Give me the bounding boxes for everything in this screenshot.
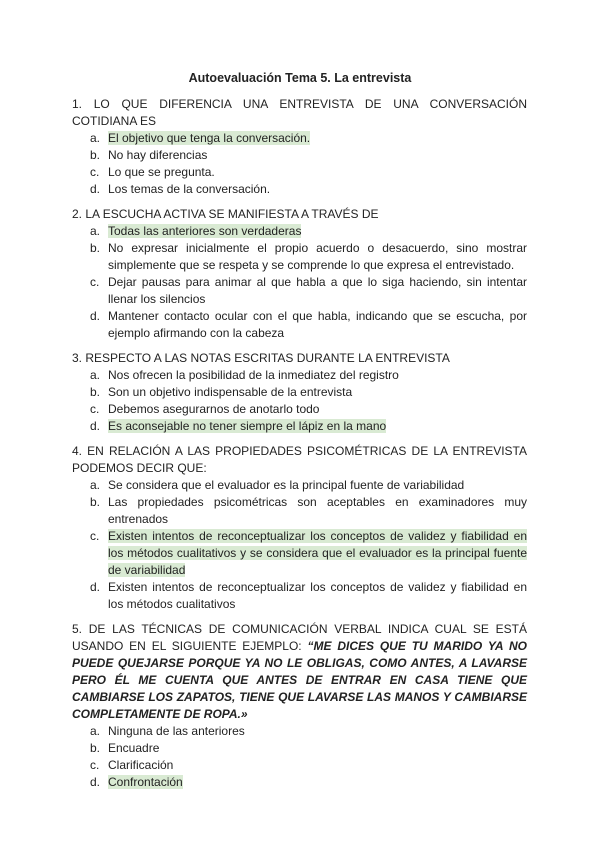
option-text: Clarificación	[108, 758, 174, 772]
question-text	[72, 443, 527, 477]
option-text: Nos ofrecen la posibilidad de la inmediatez del registro	[108, 368, 399, 382]
option-letter: b.	[90, 741, 101, 755]
question-list	[72, 96, 527, 799]
option-text: Los temas de la conversación.	[108, 182, 271, 196]
example-quote: “ME DICES QUE TU MARIDO YA NO PUEDE QUEJARSE PORQUE YA NO LE OBLIGAS, COMO ANTES, A LAVARSE PERO ÉL ME CUENTA QUE ANTES DE ENTRAR EN CASA TIENE QUE CAMBIARSE LOS ZAPATOS, TIENE QUE LAVARSE LAS MANOS Y CAMBIARSE COMPLETAMENTE DE ROPA.»	[72, 639, 527, 721]
question-text	[72, 206, 527, 223]
question-5	[72, 621, 527, 791]
option-letter: d.	[90, 182, 101, 196]
option-letter: a.	[90, 724, 101, 738]
option-letter: c.	[90, 529, 100, 543]
question-text	[72, 96, 527, 130]
option-b	[72, 740, 527, 757]
question-stem: 4. EN RELACIÓN A LAS PROPIEDADES PSICOMÉTRICAS DE LA ENTREVISTA PODEMOS DECIR QUE:	[72, 444, 527, 475]
correct-answer-highlight: Todas las anteriores son verdaderas	[108, 224, 302, 238]
option-b	[72, 147, 527, 164]
option-list	[72, 723, 527, 791]
option-letter: a.	[90, 478, 101, 492]
question-4	[72, 443, 527, 613]
option-letter: a.	[90, 131, 101, 145]
option-letter: c.	[90, 165, 100, 179]
option-a	[72, 130, 527, 147]
question-2	[72, 206, 527, 342]
option-letter: b.	[90, 241, 101, 255]
option-b	[72, 384, 527, 401]
option-a	[72, 723, 527, 740]
option-letter: d.	[90, 309, 101, 323]
correct-answer-highlight: Es aconsejable no tener siempre el lápiz en la mano	[108, 419, 387, 433]
option-list	[72, 477, 527, 613]
option-text: Encuadre	[108, 741, 160, 755]
option-letter: a.	[90, 368, 101, 382]
option-b	[72, 494, 527, 528]
question-text	[72, 621, 527, 723]
option-text: Las propiedades psicométricas son aceptables en examinadores muy entrenados	[108, 495, 527, 526]
option-letter: d.	[90, 419, 101, 433]
page-title: Autoevaluación Tema 5. La entrevista	[188, 71, 412, 85]
option-list	[72, 223, 527, 342]
option-text: Dejar pausas para animar al que habla a que lo siga haciendo, sin intentar llenar los silencios	[108, 275, 527, 306]
option-a	[72, 223, 527, 240]
option-text: Se considera que el evaluador es la principal fuente de variabilidad	[108, 478, 465, 492]
option-c	[72, 164, 527, 181]
correct-answer-highlight: El objetivo que tenga la conversación.	[108, 131, 311, 145]
option-text: Mantener contacto ocular con el que habla, indicando que se escucha, por ejemplo afirmando con la cabeza	[108, 309, 527, 340]
option-letter: c.	[90, 275, 100, 289]
option-text: No expresar inicialmente el propio acuerdo o desacuerdo, sino mostrar simplemente que se respeta y se comprende lo que expresa el entrevistado.	[108, 241, 527, 272]
option-c	[72, 757, 527, 774]
option-letter: d.	[90, 580, 101, 594]
question-stem: 3. RESPECTO A LAS NOTAS ESCRITAS DURANTE LA ENTREVISTA	[72, 351, 450, 365]
option-d	[72, 774, 527, 791]
option-letter: c.	[90, 758, 100, 772]
option-letter: b.	[90, 495, 101, 509]
option-list	[72, 367, 527, 435]
question-stem: 2. LA ESCUCHA ACTIVA SE MANIFIESTA A TRAVÉS DE	[72, 207, 379, 221]
option-text: No hay diferencias	[108, 148, 208, 162]
option-text: Debemos asegurarnos de anotarlo todo	[108, 402, 320, 416]
option-d	[72, 181, 527, 198]
option-text: Ninguna de las anteriores	[108, 724, 245, 738]
question-stem: 1. LO QUE DIFERENCIA UNA ENTREVISTA DE UNA CONVERSACIÓN COTIDIANA ES	[72, 97, 527, 128]
option-list	[72, 130, 527, 198]
option-d	[72, 579, 527, 613]
option-letter: c.	[90, 402, 100, 416]
option-letter: d.	[90, 775, 101, 789]
option-d	[72, 308, 527, 342]
option-c	[72, 528, 527, 579]
option-text: Existen intentos de reconceptualizar los conceptos de validez y fiabilidad en los métodos cualitativos	[108, 580, 527, 611]
correct-answer-highlight: Existen intentos de reconceptualizar los conceptos de validez y fiabilidad en los métodos cualitativos y se considera que el evaluador es la principal fuente de variabilidad	[108, 529, 527, 577]
question-stem: 5. DE LAS TÉCNICAS DE COMUNICACIÓN VERBAL INDICA CUAL SE ESTÁ USANDO EN EL SIGUIENTE EJEMPLO:	[72, 622, 527, 653]
correct-answer-highlight: Confrontación	[108, 775, 183, 789]
question-text	[72, 350, 527, 367]
option-b	[72, 240, 527, 274]
option-d	[72, 418, 527, 435]
option-c	[72, 401, 527, 418]
option-letter: b.	[90, 148, 101, 162]
option-letter: b.	[90, 385, 101, 399]
option-a	[72, 477, 527, 494]
question-1	[72, 96, 527, 198]
option-text: Son un objetivo indispensable de la entrevista	[108, 385, 353, 399]
option-letter: a.	[90, 224, 101, 238]
option-a	[72, 367, 527, 384]
question-3	[72, 350, 527, 435]
option-c	[72, 274, 527, 308]
option-text: Lo que se pregunta.	[108, 165, 215, 179]
